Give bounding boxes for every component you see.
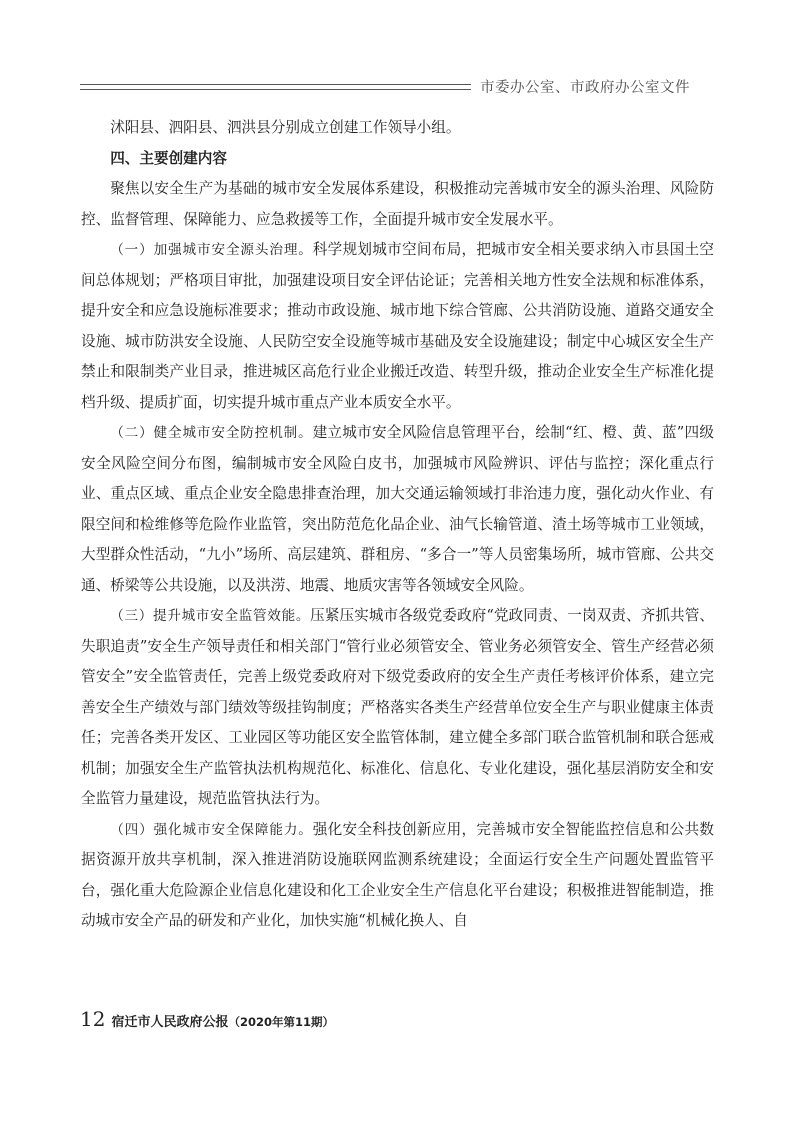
paragraph-item-4 [81, 815, 714, 937]
item-4-lead: （四）强化城市安全保障能力。 [110, 821, 313, 838]
section-heading: 四、主要创建内容 [110, 149, 227, 167]
item-4-text: 强化安全科技创新应用，完善城市安全智能监控信息和公共数据资源开放共享机制，深入推进消防设施联网监测系统建设；全面运行安全生产问题处置监管平台，强化重大危险源企业信息化建设和化工企业安全生产信息化平台建设；积极推进智能制造，推动城市安全产品的研发和产业化，加快实施“机械化换人、自 [81, 820, 714, 929]
item-2-lead: （二）健全城市安全防控机制。 [110, 425, 313, 441]
header-rule-thin [80, 89, 471, 90]
paragraph-item-2 [81, 418, 714, 601]
paragraph-intro: 聚焦以安全生产为基础的城市安全发展体系建设，积极推动完善城市安全的源头治理、风险防控、监督管理、保障能力、应急救援等工作，全面提升城市安全发展水平。 [81, 180, 714, 228]
item-2-text: 建立城市安全风险信息管理平台，绘制“红、橙、黄、蓝”四级安全风险空间分布图，编制城市安全风险白皮书，加强城市风险辨识、评估与监控；深化重点行业、重点区域、重点企业安全隐患排查治理，加大交通运输领域打非治违力度，强化动火作业、有限空间和检维修等危险作业监管，突出防范危化品企业、油气长输管道、渣土场等城市工业领域，大型群众性活动，“九小”场所、高层建筑、群租房、“多合一”等人员密集场所，城市管廊、公共交通、桥梁等公共设施，以及洪涝、地震、地质灾害等各领域安全风险。 [81, 424, 714, 594]
page-number: 12 [80, 1007, 106, 1031]
document-body [81, 113, 714, 937]
paragraph-continuation: 沭阳县、泗阳县、泗洪县分别成立创建工作领导小组。 [110, 119, 461, 136]
journal-name: 宿迁市人民政府公报 [111, 1015, 229, 1030]
item-1-lead: （一）加强城市安全源头治理。 [110, 242, 313, 258]
page-footer [80, 1007, 720, 1031]
running-head: 市委办公室、市政府办公室文件 [480, 80, 690, 96]
header-rule-thick [80, 84, 471, 85]
issue-number: （2020年第11期） [228, 1015, 334, 1029]
item-3-text: 压紧压实城市各级党委政府“党政同责、一岗双责、齐抓共管、失职追责”安全生产领导责任和相关部门“管行业必须管安全、管业务必须管安全、管生产经营必须管安全”安全监管责任，完善上级党委政府对下级党委政府的安全生产责任考核评价体系，建立完善安全生产绩效与部门绩效等级挂钩制度；严格落实各类生产经营单位安全生产与职业健康主体责任；完善各类开发区、工业园区等功能区安全监管体制，建立健全多部门联合监管机制和联合惩戒机制；加强安全生产监管执法机构规范化、标准化、信息化、专业化建设，强化基层消防安全和安全监管力量建设，规范监管执法行为。 [81, 607, 715, 807]
item-3-lead: （三）提升城市安全监管效能。 [110, 608, 311, 624]
item-1-text: 科学规划城市空间布局，把城市安全相关要求纳入市县国土空间总体规划；严格项目审批，加强建设项目安全评估论证；完善相关地方性安全法规和标准体系，提升安全和应急设施标准要求；推动市政设施、城市地下综合管廊、公共消防设施、道路交通安全设施、城市防洪安全设施、人民防空安全设施等城市基础及安全设施建设；制定中心城区安全生产禁止和限制类产业目录，推进城区高危行业企业搬迁改造、转型升级，推动企业安全生产标准化提档升级、提质扩面，切实提升城市重点产业本质安全水平。 [81, 241, 714, 411]
paragraph-item-3 [81, 601, 714, 815]
paragraph-item-1 [81, 235, 714, 418]
